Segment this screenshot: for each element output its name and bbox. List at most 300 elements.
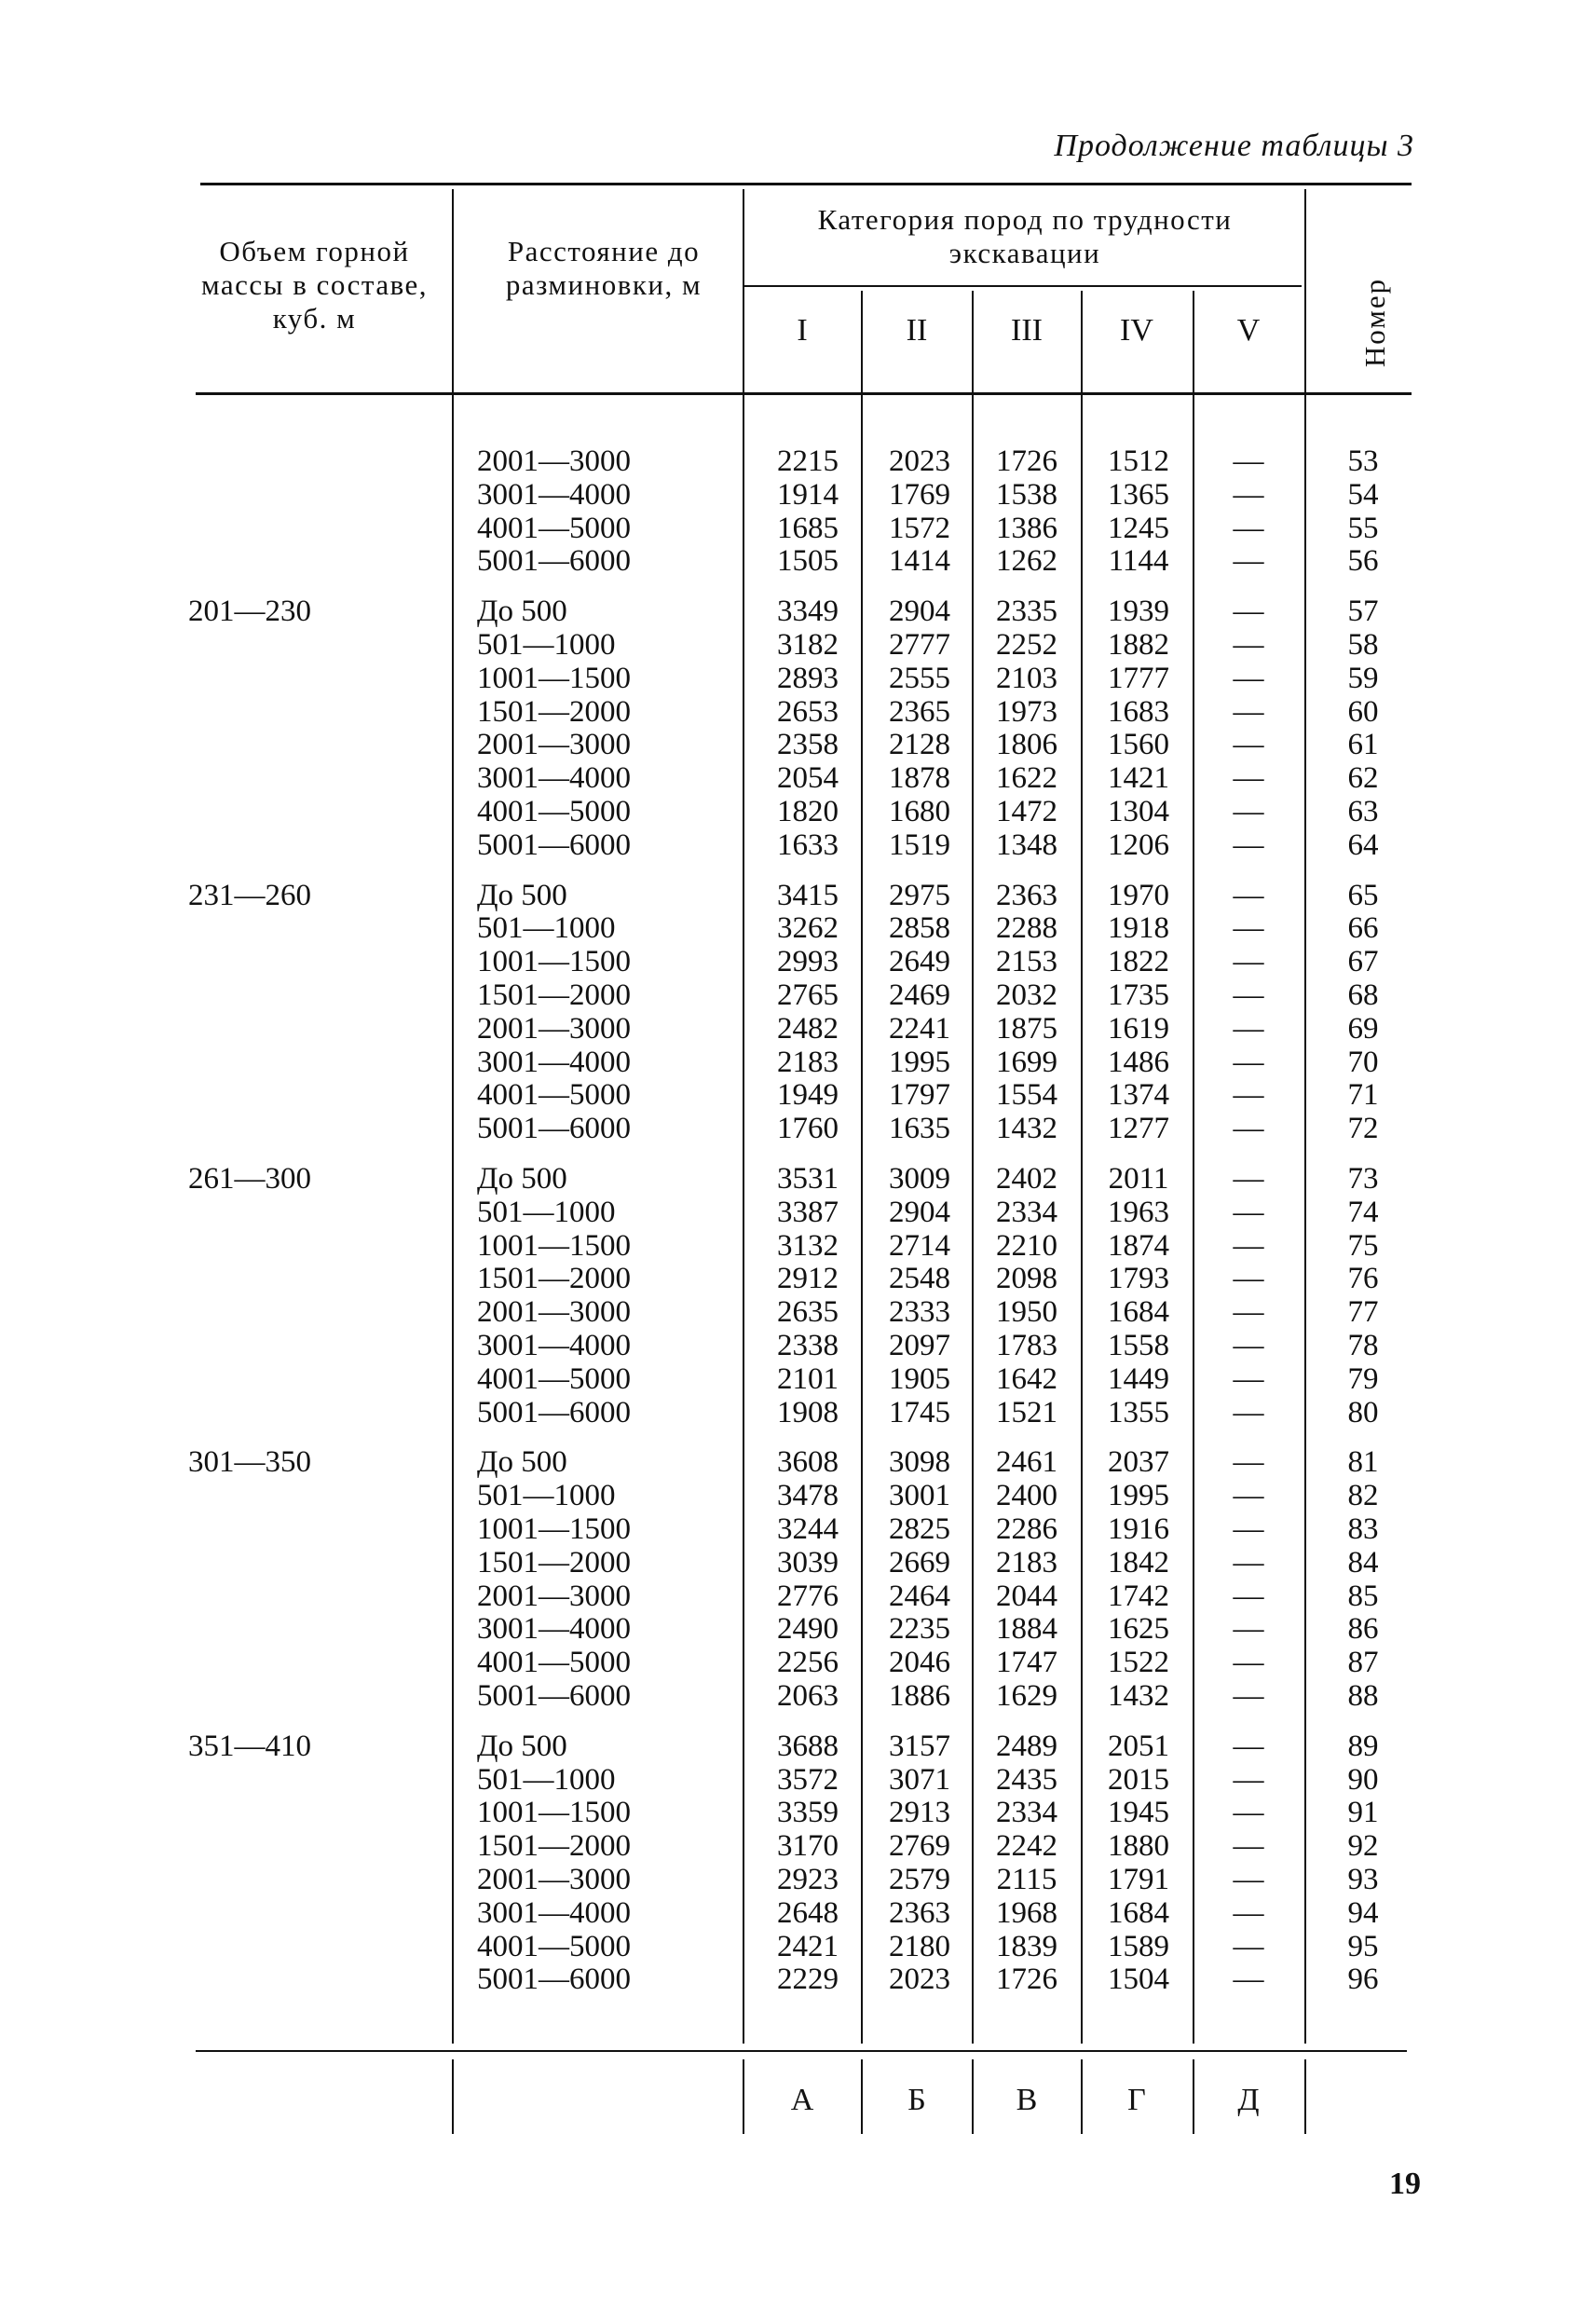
category-value: 2648 [777, 1895, 839, 1930]
category-value: 1806 [996, 728, 1057, 762]
category-value: 2555 [889, 661, 950, 695]
category-v-dash: — [1233, 978, 1264, 1012]
category-value: 1726 [996, 1962, 1057, 1997]
row-number: 56 [1347, 544, 1379, 579]
category-v-dash: — [1233, 477, 1264, 512]
category-value: 1791 [1108, 1863, 1169, 1896]
row-number: 68 [1347, 978, 1379, 1012]
distance-range: 3001—4000 [477, 761, 631, 796]
row-number: 58 [1347, 628, 1379, 662]
distance-range: 2001—3000 [477, 728, 631, 762]
row-number: 55 [1347, 511, 1379, 545]
category-value: 1635 [889, 1112, 950, 1146]
row-number: 91 [1347, 1796, 1379, 1830]
category-value: 2893 [777, 661, 839, 695]
category-value: 2103 [996, 661, 1057, 695]
footer-letter-d: Д [1237, 2083, 1260, 2117]
roman-header-v: V [1236, 313, 1261, 348]
category-value: 1472 [996, 795, 1057, 828]
category-v-dash: — [1233, 511, 1264, 545]
category-value: 2482 [777, 1011, 839, 1046]
category-value: 2714 [889, 1228, 950, 1263]
distance-range: 501—1000 [477, 1195, 616, 1229]
distance-range: 5001—6000 [477, 1679, 631, 1713]
category-value: 3132 [777, 1228, 839, 1263]
category-v-dash: — [1233, 728, 1264, 762]
nomer-header-text: Номер [1358, 277, 1391, 368]
distance-range: 1501—2000 [477, 1829, 631, 1864]
category-value: 1742 [1108, 1579, 1169, 1613]
row-number: 93 [1347, 1863, 1379, 1896]
row-number: 79 [1347, 1361, 1379, 1396]
category-value: 2183 [777, 1045, 839, 1079]
category-value: 1522 [1108, 1646, 1169, 1680]
category-value: 1968 [996, 1895, 1057, 1930]
category-value: 2044 [996, 1579, 1057, 1613]
category-value: 1886 [889, 1679, 950, 1713]
category-v-dash: — [1233, 1162, 1264, 1196]
category-value: 2777 [889, 628, 950, 662]
category-value: 2115 [996, 1863, 1057, 1896]
category-value: 2363 [996, 878, 1057, 912]
category-value: 1684 [1108, 1895, 1169, 1930]
distance-range: 501—1000 [477, 1762, 616, 1797]
category-value: 1538 [996, 477, 1057, 512]
row-number: 94 [1347, 1895, 1379, 1930]
category-value: 3688 [777, 1729, 839, 1763]
category-value: 2649 [889, 945, 950, 979]
category-value: 3098 [889, 1445, 950, 1480]
row-number: 84 [1347, 1545, 1379, 1579]
category-v-dash: — [1233, 1579, 1264, 1613]
category-v-dash: — [1233, 1295, 1264, 1330]
row-number: 77 [1347, 1295, 1379, 1330]
category-value: 1882 [1108, 628, 1169, 662]
category-value: 3244 [777, 1512, 839, 1546]
category-v-dash: — [1233, 1011, 1264, 1046]
row-number: 75 [1347, 1228, 1379, 1263]
row-number: 61 [1347, 728, 1379, 762]
category-value: 1432 [1108, 1679, 1169, 1713]
row-number: 64 [1347, 827, 1379, 862]
volume-range: 351—410 [188, 1729, 311, 1763]
category-value: 2334 [996, 1195, 1057, 1229]
category-value: 1735 [1108, 978, 1169, 1012]
category-v-dash: — [1233, 1612, 1264, 1647]
distance-range: 5001—6000 [477, 1962, 631, 1997]
row-number: 63 [1347, 795, 1379, 828]
distance-range: 4001—5000 [477, 1646, 631, 1680]
category-value: 2579 [889, 1863, 950, 1896]
volume-range: 201—230 [188, 595, 311, 629]
category-value: 3572 [777, 1762, 839, 1797]
category-value: 1880 [1108, 1829, 1169, 1864]
category-value: 2912 [777, 1262, 839, 1296]
category-value: 1777 [1108, 661, 1169, 695]
category-value: 1512 [1108, 444, 1169, 478]
category-value: 1684 [1108, 1295, 1169, 1330]
category-value: 1560 [1108, 728, 1169, 762]
category-value: 2333 [889, 1295, 950, 1330]
category-value: 2548 [889, 1262, 950, 1296]
category-value: 3478 [777, 1479, 839, 1513]
category-value: 3531 [777, 1162, 839, 1196]
category-value: 1262 [996, 544, 1057, 579]
distance-range: До 500 [477, 1729, 567, 1763]
category-value: 1519 [889, 827, 950, 862]
category-value: 1822 [1108, 945, 1169, 979]
category-value: 1486 [1108, 1045, 1169, 1079]
category-value: 1432 [996, 1112, 1057, 1146]
category-value: 2153 [996, 945, 1057, 979]
category-value: 2904 [889, 595, 950, 629]
category-value: 3009 [889, 1162, 950, 1196]
category-value: 1842 [1108, 1545, 1169, 1579]
row-number: 90 [1347, 1762, 1379, 1797]
category-value: 2037 [1108, 1445, 1169, 1480]
row-number: 85 [1347, 1579, 1379, 1613]
category-value: 1769 [889, 477, 950, 512]
category-value: 1589 [1108, 1929, 1169, 1963]
row-number: 96 [1347, 1962, 1379, 1997]
row-number: 57 [1347, 595, 1379, 629]
category-value: 2363 [889, 1895, 950, 1930]
category-v-dash: — [1233, 1729, 1264, 1763]
category-value: 2180 [889, 1929, 950, 1963]
category-value: 1839 [996, 1929, 1057, 1963]
row-number: 89 [1347, 1729, 1379, 1763]
category-v-dash: — [1233, 595, 1264, 629]
category-v-dash: — [1233, 1395, 1264, 1429]
category-value: 2015 [1108, 1762, 1169, 1797]
distance-range: 5001—6000 [477, 1112, 631, 1146]
category-value: 1629 [996, 1679, 1057, 1713]
category-value: 2825 [889, 1512, 950, 1546]
distance-range: 2001—3000 [477, 1011, 631, 1046]
category-value: 2128 [889, 728, 950, 762]
distance-range: 1001—1500 [477, 945, 631, 979]
category-value: 2241 [889, 1011, 950, 1046]
category-value: 1939 [1108, 595, 1169, 629]
category-value: 1875 [996, 1011, 1057, 1046]
distance-range: 4001—5000 [477, 511, 631, 545]
category-value: 1949 [777, 1078, 839, 1113]
category-v-dash: — [1233, 1863, 1264, 1896]
distance-range: 3001—4000 [477, 1045, 631, 1079]
category-value: 2229 [777, 1962, 839, 1997]
category-value: 1884 [996, 1612, 1057, 1647]
row-number: 60 [1347, 694, 1379, 729]
distance-range: 2001—3000 [477, 1295, 631, 1330]
category-value: 1699 [996, 1045, 1057, 1079]
distance-range: 4001—5000 [477, 795, 631, 828]
category-value: 1572 [889, 511, 950, 545]
category-value: 1348 [996, 827, 1057, 862]
category-value: 1277 [1108, 1112, 1169, 1146]
distance-range: 3001—4000 [477, 1329, 631, 1362]
category-value: 2769 [889, 1829, 950, 1864]
category-value: 2046 [889, 1646, 950, 1680]
category-v-dash: — [1233, 1445, 1264, 1480]
category-value: 2421 [777, 1929, 839, 1963]
category-value: 2490 [777, 1612, 839, 1647]
category-value: 2489 [996, 1729, 1057, 1763]
category-value: 2400 [996, 1479, 1057, 1513]
category-value: 2054 [777, 761, 839, 796]
row-number: 59 [1347, 661, 1379, 695]
category-value: 3262 [777, 911, 839, 946]
distance-range: 5001—6000 [477, 1395, 631, 1429]
distance-range: 1501—2000 [477, 978, 631, 1012]
row-number: 74 [1347, 1195, 1379, 1229]
row-number: 54 [1347, 477, 1379, 512]
distance-range: До 500 [477, 1162, 567, 1196]
row-number: 82 [1347, 1479, 1379, 1513]
row-number: 81 [1347, 1445, 1379, 1480]
footer-letter-b: Б [907, 2083, 926, 2117]
category-v-dash: — [1233, 1078, 1264, 1113]
footer-letter-v: В [1016, 2083, 1038, 2117]
category-value: 1619 [1108, 1011, 1169, 1046]
category-value: 3387 [777, 1195, 839, 1229]
category-value: 2464 [889, 1579, 950, 1613]
distance-range: 4001—5000 [477, 1361, 631, 1396]
category-v-dash: — [1233, 1895, 1264, 1930]
row-number: 95 [1347, 1929, 1379, 1963]
category-value: 1970 [1108, 878, 1169, 912]
category-value: 2215 [777, 444, 839, 478]
category-value: 2097 [889, 1329, 950, 1362]
category-value: 2975 [889, 878, 950, 912]
category-v-dash: — [1233, 1962, 1264, 1997]
distance-range: 1001—1500 [477, 1512, 631, 1546]
category-value: 2669 [889, 1545, 950, 1579]
category-value: 2235 [889, 1612, 950, 1647]
row-number: 72 [1347, 1112, 1379, 1146]
category-value: 2286 [996, 1512, 1057, 1546]
category-value: 2653 [777, 694, 839, 729]
roman-header-i: I [797, 313, 808, 348]
distance-range: 501—1000 [477, 628, 616, 662]
category-v-dash: — [1233, 1045, 1264, 1079]
category-v-dash: — [1233, 1762, 1264, 1797]
category-header: Категория пород по трудности экскавации [817, 203, 1233, 269]
category-value: 1685 [777, 511, 839, 545]
category-v-dash: — [1233, 761, 1264, 796]
category-v-dash: — [1233, 1228, 1264, 1263]
category-value: 2023 [889, 1962, 950, 1997]
distance-range: 2001—3000 [477, 1579, 631, 1613]
category-v-dash: — [1233, 1829, 1264, 1864]
row-number: 65 [1347, 878, 1379, 912]
distance-range: 1501—2000 [477, 1262, 631, 1296]
row-number: 76 [1347, 1262, 1379, 1296]
category-v-dash: — [1233, 1329, 1264, 1362]
row-number: 67 [1347, 945, 1379, 979]
category-value: 2858 [889, 911, 950, 946]
category-v-dash: — [1233, 544, 1264, 579]
category-value: 2923 [777, 1863, 839, 1896]
category-value: 3608 [777, 1445, 839, 1480]
category-value: 1747 [996, 1646, 1057, 1680]
footer-letter-g: Г [1127, 2083, 1146, 2117]
category-value: 1963 [1108, 1195, 1169, 1229]
category-value: 2011 [1108, 1162, 1169, 1196]
category-value: 2358 [777, 728, 839, 762]
category-value: 1421 [1108, 761, 1169, 796]
distance-range: 5001—6000 [477, 827, 631, 862]
category-value: 1918 [1108, 911, 1169, 946]
category-value: 1878 [889, 761, 950, 796]
category-value: 1820 [777, 795, 839, 828]
category-value: 1995 [889, 1045, 950, 1079]
category-value: 2993 [777, 945, 839, 979]
category-value: 2338 [777, 1329, 839, 1362]
distance-header: Расстояние до разминовки, м [505, 235, 703, 301]
category-value: 2063 [777, 1679, 839, 1713]
distance-range: 2001—3000 [477, 444, 631, 478]
footer-letter-a: А [790, 2083, 814, 2117]
distance-range: До 500 [477, 878, 567, 912]
page-caption: Продолжение таблицы 3 [1054, 129, 1414, 163]
distance-range: 2001—3000 [477, 1863, 631, 1896]
category-value: 1245 [1108, 511, 1169, 545]
category-value: 1633 [777, 827, 839, 862]
category-value: 1625 [1108, 1612, 1169, 1647]
category-value: 1905 [889, 1361, 950, 1396]
category-value: 1726 [996, 444, 1057, 478]
distance-range: 501—1000 [477, 1479, 616, 1513]
category-value: 1521 [996, 1395, 1057, 1429]
category-value: 2023 [889, 444, 950, 478]
distance-range: 1501—2000 [477, 694, 631, 729]
roman-header-ii: II [906, 313, 928, 348]
category-value: 2461 [996, 1445, 1057, 1480]
roman-header-iii: III [1011, 313, 1043, 348]
category-value: 3359 [777, 1796, 839, 1830]
row-number: 69 [1347, 1011, 1379, 1046]
category-value: 1680 [889, 795, 950, 828]
category-v-dash: — [1233, 1929, 1264, 1963]
category-value: 1973 [996, 694, 1057, 729]
category-value: 3071 [889, 1762, 950, 1797]
category-value: 2051 [1108, 1729, 1169, 1763]
category-value: 2334 [996, 1796, 1057, 1830]
row-number: 83 [1347, 1512, 1379, 1546]
category-value: 1144 [1108, 544, 1169, 579]
category-value: 2904 [889, 1195, 950, 1229]
category-value: 2256 [777, 1646, 839, 1680]
category-value: 1914 [777, 477, 839, 512]
category-value: 1505 [777, 544, 839, 579]
category-value: 2335 [996, 595, 1057, 629]
category-value: 2252 [996, 628, 1057, 662]
category-value: 1374 [1108, 1078, 1169, 1113]
category-value: 1504 [1108, 1962, 1169, 1997]
distance-range: 5001—6000 [477, 544, 631, 579]
row-number: 80 [1347, 1395, 1379, 1429]
category-v-dash: — [1233, 1545, 1264, 1579]
distance-range: 1001—1500 [477, 1796, 631, 1830]
category-value: 1414 [889, 544, 950, 579]
distance-range: 1001—1500 [477, 1228, 631, 1263]
category-v-dash: — [1233, 1679, 1264, 1713]
distance-range: До 500 [477, 1445, 567, 1480]
category-value: 2098 [996, 1262, 1057, 1296]
category-v-dash: — [1233, 911, 1264, 946]
category-value: 1642 [996, 1361, 1057, 1396]
distance-range: 4001—5000 [477, 1078, 631, 1113]
category-value: 1793 [1108, 1262, 1169, 1296]
row-number: 62 [1347, 761, 1379, 796]
category-v-dash: — [1233, 795, 1264, 828]
category-value: 2183 [996, 1545, 1057, 1579]
volume-range: 261—300 [188, 1162, 311, 1196]
volume-range: 301—350 [188, 1445, 311, 1480]
category-value: 3170 [777, 1829, 839, 1864]
row-number: 92 [1347, 1829, 1379, 1864]
row-number: 73 [1347, 1162, 1379, 1196]
distance-range: 1501—2000 [477, 1545, 631, 1579]
category-value: 1783 [996, 1329, 1057, 1362]
category-value: 2435 [996, 1762, 1057, 1797]
category-value: 1206 [1108, 827, 1169, 862]
category-value: 1365 [1108, 477, 1169, 512]
category-value: 3039 [777, 1545, 839, 1579]
category-value: 1760 [777, 1112, 839, 1146]
category-value: 2210 [996, 1228, 1057, 1263]
category-value: 3001 [889, 1479, 950, 1513]
category-value: 1908 [777, 1395, 839, 1429]
row-number: 78 [1347, 1329, 1379, 1362]
distance-range: До 500 [477, 595, 567, 629]
distance-range: 3001—4000 [477, 1895, 631, 1930]
distance-range: 3001—4000 [477, 477, 631, 512]
category-value: 2365 [889, 694, 950, 729]
category-value: 2635 [777, 1295, 839, 1330]
row-number: 86 [1347, 1612, 1379, 1647]
category-v-dash: — [1233, 1479, 1264, 1513]
category-v-dash: — [1233, 694, 1264, 729]
category-v-dash: — [1233, 661, 1264, 695]
row-number: 88 [1347, 1679, 1379, 1713]
category-value: 2032 [996, 978, 1057, 1012]
category-value: 3157 [889, 1729, 950, 1763]
category-value: 1950 [996, 1295, 1057, 1330]
category-value: 1916 [1108, 1512, 1169, 1546]
category-value: 1304 [1108, 795, 1169, 828]
category-value: 1386 [996, 511, 1057, 545]
category-value: 2469 [889, 978, 950, 1012]
category-value: 1558 [1108, 1329, 1169, 1362]
category-v-dash: — [1233, 1646, 1264, 1680]
category-v-dash: — [1233, 1796, 1264, 1830]
category-v-dash: — [1233, 1262, 1264, 1296]
category-value: 1995 [1108, 1479, 1169, 1513]
category-value: 3349 [777, 595, 839, 629]
category-value: 2402 [996, 1162, 1057, 1196]
category-value: 1622 [996, 761, 1057, 796]
category-value: 2913 [889, 1796, 950, 1830]
row-number: 87 [1347, 1646, 1379, 1680]
category-v-dash: — [1233, 878, 1264, 912]
category-value: 1554 [996, 1078, 1057, 1113]
volume-header: Объем горной массы в составе, куб. м [200, 235, 429, 335]
row-number: 66 [1347, 911, 1379, 946]
category-v-dash: — [1233, 1361, 1264, 1396]
category-v-dash: — [1233, 945, 1264, 979]
category-value: 2101 [777, 1361, 839, 1396]
